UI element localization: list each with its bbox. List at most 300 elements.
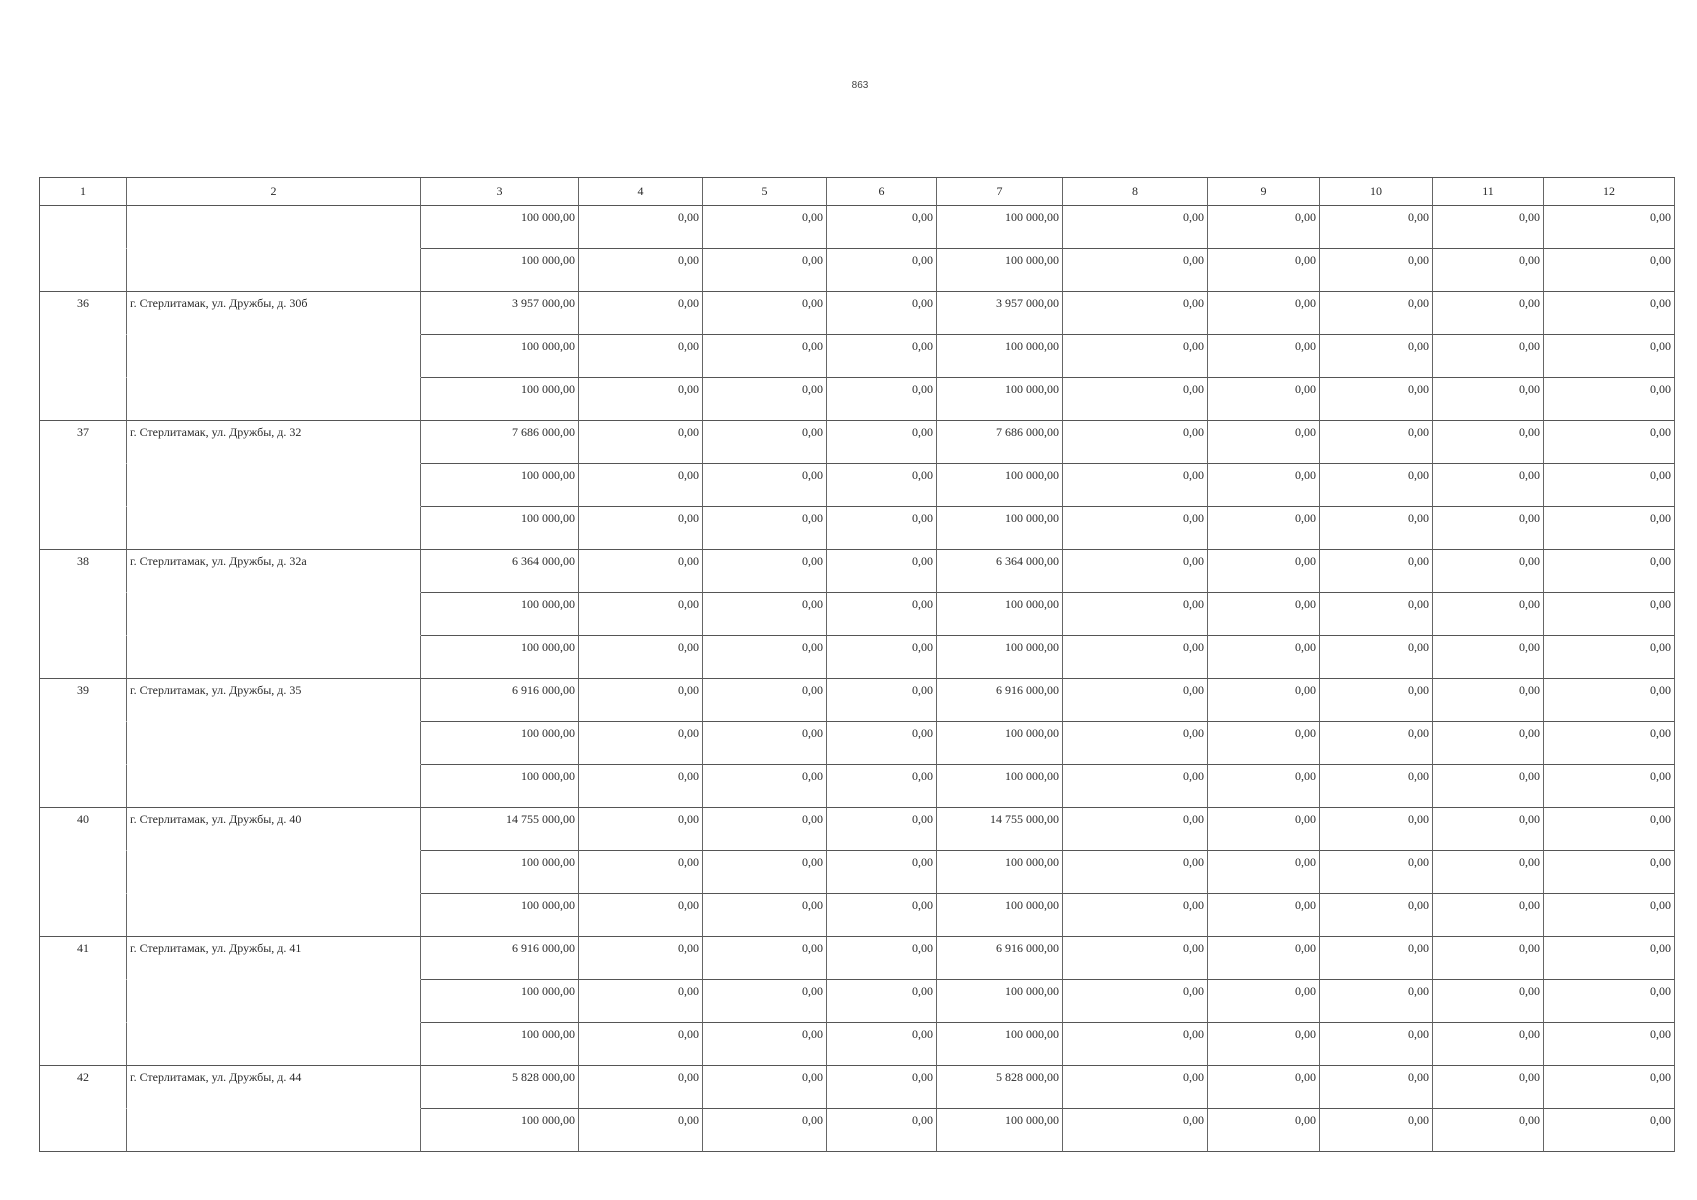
value-cell-col-9: 0,00 <box>1208 808 1320 851</box>
row-number <box>40 765 127 808</box>
value-cell-col-6: 0,00 <box>827 808 937 851</box>
value-cell-col-10: 0,00 <box>1320 894 1433 937</box>
value-cell-col-4: 0,00 <box>579 206 703 249</box>
value-cell-col-4: 0,00 <box>579 249 703 292</box>
column-header-12: 12 <box>1544 178 1675 206</box>
value-cell-col-4: 0,00 <box>579 421 703 464</box>
value-cell-col-4: 0,00 <box>579 851 703 894</box>
address-cell <box>127 851 421 894</box>
value-cell-col-12: 0,00 <box>1544 249 1675 292</box>
value-cell-col-11: 0,00 <box>1433 851 1544 894</box>
value-cell-col-6: 0,00 <box>827 1066 937 1109</box>
column-header-11: 11 <box>1433 178 1544 206</box>
value-cell-col-7: 100 000,00 <box>937 851 1063 894</box>
value-cell-col-4: 0,00 <box>579 679 703 722</box>
value-cell-col-3: 100 000,00 <box>421 378 579 421</box>
value-cell-col-5: 0,00 <box>703 507 827 550</box>
value-cell-col-5: 0,00 <box>703 808 827 851</box>
table-row <box>40 851 1675 894</box>
value-cell-col-10: 0,00 <box>1320 722 1433 765</box>
value-cell-col-10: 0,00 <box>1320 851 1433 894</box>
value-cell-col-9: 0,00 <box>1208 636 1320 679</box>
value-cell-col-9: 0,00 <box>1208 507 1320 550</box>
value-cell-col-6: 0,00 <box>827 851 937 894</box>
value-cell-col-12: 0,00 <box>1544 1023 1675 1066</box>
value-cell-col-3: 7 686 000,00 <box>421 421 579 464</box>
value-cell-col-5: 0,00 <box>703 249 827 292</box>
value-cell-col-4: 0,00 <box>579 550 703 593</box>
column-header-10: 10 <box>1320 178 1433 206</box>
value-cell-col-10: 0,00 <box>1320 679 1433 722</box>
address-cell <box>127 1109 421 1152</box>
value-cell-col-3: 100 000,00 <box>421 722 579 765</box>
value-cell-col-9: 0,00 <box>1208 894 1320 937</box>
value-cell-col-3: 100 000,00 <box>421 1023 579 1066</box>
value-cell-col-4: 0,00 <box>579 507 703 550</box>
value-cell-col-9: 0,00 <box>1208 292 1320 335</box>
value-cell-col-5: 0,00 <box>703 937 827 980</box>
address-cell <box>127 980 421 1023</box>
value-cell-col-4: 0,00 <box>579 937 703 980</box>
value-cell-col-5: 0,00 <box>703 1109 827 1152</box>
table-header-row <box>40 178 1675 206</box>
value-cell-col-3: 3 957 000,00 <box>421 292 579 335</box>
value-cell-col-12: 0,00 <box>1544 292 1675 335</box>
value-cell-col-7: 3 957 000,00 <box>937 292 1063 335</box>
value-cell-col-10: 0,00 <box>1320 550 1433 593</box>
value-cell-col-6: 0,00 <box>827 206 937 249</box>
value-cell-col-10: 0,00 <box>1320 937 1433 980</box>
address-cell: г. Стерлитамак, ул. Дружбы, д. 35 <box>127 679 421 722</box>
value-cell-col-3: 6 916 000,00 <box>421 937 579 980</box>
value-cell-col-5: 0,00 <box>703 765 827 808</box>
value-cell-col-12: 0,00 <box>1544 206 1675 249</box>
row-number <box>40 507 127 550</box>
value-cell-col-4: 0,00 <box>579 894 703 937</box>
value-cell-col-6: 0,00 <box>827 1109 937 1152</box>
value-cell-col-9: 0,00 <box>1208 249 1320 292</box>
value-cell-col-5: 0,00 <box>703 894 827 937</box>
value-cell-col-3: 6 916 000,00 <box>421 679 579 722</box>
column-header-9: 9 <box>1208 178 1320 206</box>
value-cell-col-3: 100 000,00 <box>421 507 579 550</box>
value-cell-col-7: 100 000,00 <box>937 206 1063 249</box>
table-row <box>40 894 1675 937</box>
column-header-2: 2 <box>127 178 421 206</box>
row-number <box>40 1109 127 1152</box>
value-cell-col-3: 100 000,00 <box>421 851 579 894</box>
value-cell-col-3: 100 000,00 <box>421 765 579 808</box>
value-cell-col-4: 0,00 <box>579 464 703 507</box>
column-header-3: 3 <box>421 178 579 206</box>
value-cell-col-6: 0,00 <box>827 980 937 1023</box>
value-cell-col-12: 0,00 <box>1544 894 1675 937</box>
value-cell-col-5: 0,00 <box>703 1023 827 1066</box>
value-cell-col-4: 0,00 <box>579 292 703 335</box>
value-cell-col-9: 0,00 <box>1208 421 1320 464</box>
value-cell-col-8: 0,00 <box>1063 335 1208 378</box>
value-cell-col-12: 0,00 <box>1544 464 1675 507</box>
table-row <box>40 464 1675 507</box>
column-header-5: 5 <box>703 178 827 206</box>
value-cell-col-12: 0,00 <box>1544 636 1675 679</box>
address-cell <box>127 507 421 550</box>
address-cell <box>127 1023 421 1066</box>
value-cell-col-7: 100 000,00 <box>937 980 1063 1023</box>
value-cell-col-3: 100 000,00 <box>421 894 579 937</box>
value-cell-col-7: 100 000,00 <box>937 894 1063 937</box>
value-cell-col-7: 100 000,00 <box>937 335 1063 378</box>
value-cell-col-11: 0,00 <box>1433 937 1544 980</box>
value-cell-col-8: 0,00 <box>1063 679 1208 722</box>
address-cell <box>127 722 421 765</box>
row-number <box>40 464 127 507</box>
value-cell-col-11: 0,00 <box>1433 679 1544 722</box>
table-row <box>40 249 1675 292</box>
value-cell-col-5: 0,00 <box>703 206 827 249</box>
value-cell-col-9: 0,00 <box>1208 550 1320 593</box>
table-row <box>40 1023 1675 1066</box>
value-cell-col-6: 0,00 <box>827 249 937 292</box>
value-cell-col-7: 100 000,00 <box>937 765 1063 808</box>
value-cell-col-8: 0,00 <box>1063 851 1208 894</box>
value-cell-col-5: 0,00 <box>703 292 827 335</box>
table-row <box>40 765 1675 808</box>
address-cell <box>127 378 421 421</box>
value-cell-col-7: 100 000,00 <box>937 1023 1063 1066</box>
row-number <box>40 335 127 378</box>
value-cell-col-8: 0,00 <box>1063 808 1208 851</box>
value-cell-col-4: 0,00 <box>579 980 703 1023</box>
value-cell-col-3: 100 000,00 <box>421 249 579 292</box>
value-cell-col-12: 0,00 <box>1544 937 1675 980</box>
value-cell-col-8: 0,00 <box>1063 1066 1208 1109</box>
table-row <box>40 1066 1675 1109</box>
data-table <box>39 177 1675 1152</box>
value-cell-col-12: 0,00 <box>1544 550 1675 593</box>
value-cell-col-11: 0,00 <box>1433 378 1544 421</box>
value-cell-col-9: 0,00 <box>1208 1023 1320 1066</box>
table-row <box>40 722 1675 765</box>
row-number <box>40 894 127 937</box>
value-cell-col-8: 0,00 <box>1063 722 1208 765</box>
value-cell-col-6: 0,00 <box>827 1023 937 1066</box>
value-cell-col-6: 0,00 <box>827 937 937 980</box>
value-cell-col-7: 7 686 000,00 <box>937 421 1063 464</box>
row-number <box>40 249 127 292</box>
value-cell-col-7: 5 828 000,00 <box>937 1066 1063 1109</box>
value-cell-col-8: 0,00 <box>1063 636 1208 679</box>
value-cell-col-12: 0,00 <box>1544 722 1675 765</box>
value-cell-col-9: 0,00 <box>1208 937 1320 980</box>
value-cell-col-4: 0,00 <box>579 593 703 636</box>
value-cell-col-6: 0,00 <box>827 765 937 808</box>
address-cell: г. Стерлитамак, ул. Дружбы, д. 40 <box>127 808 421 851</box>
value-cell-col-10: 0,00 <box>1320 1023 1433 1066</box>
value-cell-col-10: 0,00 <box>1320 335 1433 378</box>
value-cell-col-5: 0,00 <box>703 1066 827 1109</box>
value-cell-col-10: 0,00 <box>1320 765 1433 808</box>
address-cell: г. Стерлитамак, ул. Дружбы, д. 41 <box>127 937 421 980</box>
row-number <box>40 636 127 679</box>
value-cell-col-6: 0,00 <box>827 593 937 636</box>
value-cell-col-3: 6 364 000,00 <box>421 550 579 593</box>
address-cell <box>127 206 421 249</box>
value-cell-col-11: 0,00 <box>1433 808 1544 851</box>
value-cell-col-11: 0,00 <box>1433 249 1544 292</box>
address-cell <box>127 335 421 378</box>
value-cell-col-6: 0,00 <box>827 679 937 722</box>
table-row <box>40 378 1675 421</box>
value-cell-col-4: 0,00 <box>579 378 703 421</box>
value-cell-col-6: 0,00 <box>827 507 937 550</box>
value-cell-col-3: 5 828 000,00 <box>421 1066 579 1109</box>
value-cell-col-11: 0,00 <box>1433 593 1544 636</box>
value-cell-col-10: 0,00 <box>1320 206 1433 249</box>
value-cell-col-8: 0,00 <box>1063 206 1208 249</box>
value-cell-col-8: 0,00 <box>1063 550 1208 593</box>
value-cell-col-12: 0,00 <box>1544 507 1675 550</box>
page-number: 863 <box>851 80 869 91</box>
row-number <box>40 378 127 421</box>
table-row <box>40 679 1675 722</box>
value-cell-col-11: 0,00 <box>1433 464 1544 507</box>
value-cell-col-6: 0,00 <box>827 464 937 507</box>
row-number <box>40 980 127 1023</box>
value-cell-col-10: 0,00 <box>1320 421 1433 464</box>
value-cell-col-9: 0,00 <box>1208 980 1320 1023</box>
value-cell-col-9: 0,00 <box>1208 1109 1320 1152</box>
value-cell-col-12: 0,00 <box>1544 808 1675 851</box>
value-cell-col-12: 0,00 <box>1544 1109 1675 1152</box>
value-cell-col-9: 0,00 <box>1208 679 1320 722</box>
column-header-6: 6 <box>827 178 937 206</box>
value-cell-col-8: 0,00 <box>1063 292 1208 335</box>
table-row <box>40 808 1675 851</box>
value-cell-col-12: 0,00 <box>1544 679 1675 722</box>
value-cell-col-10: 0,00 <box>1320 1109 1433 1152</box>
value-cell-col-7: 100 000,00 <box>937 464 1063 507</box>
value-cell-col-7: 100 000,00 <box>937 378 1063 421</box>
value-cell-col-3: 100 000,00 <box>421 980 579 1023</box>
value-cell-col-4: 0,00 <box>579 722 703 765</box>
value-cell-col-4: 0,00 <box>579 1066 703 1109</box>
value-cell-col-3: 100 000,00 <box>421 464 579 507</box>
table-row <box>40 937 1675 980</box>
value-cell-col-10: 0,00 <box>1320 808 1433 851</box>
value-cell-col-7: 100 000,00 <box>937 249 1063 292</box>
value-cell-col-9: 0,00 <box>1208 593 1320 636</box>
row-number <box>40 593 127 636</box>
table-row <box>40 636 1675 679</box>
value-cell-col-8: 0,00 <box>1063 249 1208 292</box>
value-cell-col-9: 0,00 <box>1208 722 1320 765</box>
value-cell-col-9: 0,00 <box>1208 765 1320 808</box>
value-cell-col-9: 0,00 <box>1208 335 1320 378</box>
value-cell-col-6: 0,00 <box>827 378 937 421</box>
value-cell-col-4: 0,00 <box>579 808 703 851</box>
value-cell-col-9: 0,00 <box>1208 378 1320 421</box>
value-cell-col-10: 0,00 <box>1320 980 1433 1023</box>
value-cell-col-4: 0,00 <box>579 1109 703 1152</box>
value-cell-col-8: 0,00 <box>1063 937 1208 980</box>
value-cell-col-12: 0,00 <box>1544 765 1675 808</box>
value-cell-col-5: 0,00 <box>703 679 827 722</box>
value-cell-col-5: 0,00 <box>703 335 827 378</box>
value-cell-col-8: 0,00 <box>1063 894 1208 937</box>
value-cell-col-11: 0,00 <box>1433 292 1544 335</box>
value-cell-col-11: 0,00 <box>1433 722 1544 765</box>
value-cell-col-6: 0,00 <box>827 894 937 937</box>
value-cell-col-6: 0,00 <box>827 722 937 765</box>
value-cell-col-10: 0,00 <box>1320 378 1433 421</box>
value-cell-col-3: 100 000,00 <box>421 636 579 679</box>
table-body <box>40 206 1675 1152</box>
table-row <box>40 421 1675 464</box>
row-number <box>40 722 127 765</box>
row-number: 39 <box>40 679 127 722</box>
column-header-1: 1 <box>40 178 127 206</box>
value-cell-col-5: 0,00 <box>703 464 827 507</box>
value-cell-col-8: 0,00 <box>1063 1023 1208 1066</box>
row-number: 36 <box>40 292 127 335</box>
row-number: 40 <box>40 808 127 851</box>
value-cell-col-7: 100 000,00 <box>937 636 1063 679</box>
value-cell-col-3: 100 000,00 <box>421 206 579 249</box>
value-cell-col-6: 0,00 <box>827 292 937 335</box>
value-cell-col-10: 0,00 <box>1320 464 1433 507</box>
column-header-8: 8 <box>1063 178 1208 206</box>
value-cell-col-11: 0,00 <box>1433 894 1544 937</box>
value-cell-col-3: 100 000,00 <box>421 335 579 378</box>
value-cell-col-7: 6 916 000,00 <box>937 937 1063 980</box>
value-cell-col-12: 0,00 <box>1544 980 1675 1023</box>
value-cell-col-12: 0,00 <box>1544 851 1675 894</box>
value-cell-col-12: 0,00 <box>1544 1066 1675 1109</box>
value-cell-col-5: 0,00 <box>703 636 827 679</box>
value-cell-col-11: 0,00 <box>1433 1109 1544 1152</box>
value-cell-col-5: 0,00 <box>703 550 827 593</box>
value-cell-col-10: 0,00 <box>1320 507 1433 550</box>
value-cell-col-10: 0,00 <box>1320 1066 1433 1109</box>
value-cell-col-7: 14 755 000,00 <box>937 808 1063 851</box>
value-cell-col-10: 0,00 <box>1320 636 1433 679</box>
value-cell-col-11: 0,00 <box>1433 421 1544 464</box>
value-cell-col-12: 0,00 <box>1544 378 1675 421</box>
table-row <box>40 292 1675 335</box>
value-cell-col-12: 0,00 <box>1544 335 1675 378</box>
value-cell-col-8: 0,00 <box>1063 980 1208 1023</box>
value-cell-col-11: 0,00 <box>1433 636 1544 679</box>
row-number <box>40 851 127 894</box>
table-row <box>40 206 1675 249</box>
value-cell-col-9: 0,00 <box>1208 851 1320 894</box>
value-cell-col-11: 0,00 <box>1433 507 1544 550</box>
row-number: 42 <box>40 1066 127 1109</box>
value-cell-col-7: 6 916 000,00 <box>937 679 1063 722</box>
address-cell <box>127 464 421 507</box>
value-cell-col-5: 0,00 <box>703 851 827 894</box>
value-cell-col-10: 0,00 <box>1320 593 1433 636</box>
row-number: 38 <box>40 550 127 593</box>
value-cell-col-5: 0,00 <box>703 421 827 464</box>
value-cell-col-6: 0,00 <box>827 421 937 464</box>
address-cell <box>127 593 421 636</box>
value-cell-col-11: 0,00 <box>1433 765 1544 808</box>
value-cell-col-4: 0,00 <box>579 335 703 378</box>
value-cell-col-12: 0,00 <box>1544 593 1675 636</box>
value-cell-col-7: 100 000,00 <box>937 507 1063 550</box>
value-cell-col-9: 0,00 <box>1208 1066 1320 1109</box>
value-cell-col-11: 0,00 <box>1433 550 1544 593</box>
value-cell-col-12: 0,00 <box>1544 421 1675 464</box>
address-cell <box>127 894 421 937</box>
value-cell-col-5: 0,00 <box>703 593 827 636</box>
value-cell-col-4: 0,00 <box>579 765 703 808</box>
value-cell-col-10: 0,00 <box>1320 292 1433 335</box>
table-row <box>40 980 1675 1023</box>
table-row <box>40 507 1675 550</box>
table-row <box>40 550 1675 593</box>
row-number: 41 <box>40 937 127 980</box>
address-cell: г. Стерлитамак, ул. Дружбы, д. 32а <box>127 550 421 593</box>
value-cell-col-7: 6 364 000,00 <box>937 550 1063 593</box>
value-cell-col-7: 100 000,00 <box>937 1109 1063 1152</box>
column-header-4: 4 <box>579 178 703 206</box>
row-number: 37 <box>40 421 127 464</box>
value-cell-col-8: 0,00 <box>1063 421 1208 464</box>
value-cell-col-3: 100 000,00 <box>421 1109 579 1152</box>
value-cell-col-4: 0,00 <box>579 1023 703 1066</box>
value-cell-col-8: 0,00 <box>1063 1109 1208 1152</box>
value-cell-col-5: 0,00 <box>703 378 827 421</box>
address-cell <box>127 636 421 679</box>
value-cell-col-6: 0,00 <box>827 335 937 378</box>
value-cell-col-10: 0,00 <box>1320 249 1433 292</box>
value-cell-col-9: 0,00 <box>1208 464 1320 507</box>
value-cell-col-8: 0,00 <box>1063 593 1208 636</box>
value-cell-col-6: 0,00 <box>827 636 937 679</box>
value-cell-col-11: 0,00 <box>1433 1023 1544 1066</box>
value-cell-col-3: 14 755 000,00 <box>421 808 579 851</box>
table-row <box>40 593 1675 636</box>
address-cell: г. Стерлитамак, ул. Дружбы, д. 32 <box>127 421 421 464</box>
column-header-7: 7 <box>937 178 1063 206</box>
value-cell-col-7: 100 000,00 <box>937 593 1063 636</box>
value-cell-col-9: 0,00 <box>1208 206 1320 249</box>
address-cell <box>127 765 421 808</box>
value-cell-col-4: 0,00 <box>579 636 703 679</box>
value-cell-col-8: 0,00 <box>1063 507 1208 550</box>
value-cell-col-11: 0,00 <box>1433 1066 1544 1109</box>
row-number <box>40 1023 127 1066</box>
table-row <box>40 1109 1675 1152</box>
value-cell-col-6: 0,00 <box>827 550 937 593</box>
value-cell-col-8: 0,00 <box>1063 378 1208 421</box>
value-cell-col-11: 0,00 <box>1433 335 1544 378</box>
address-cell: г. Стерлитамак, ул. Дружбы, д. 30б <box>127 292 421 335</box>
value-cell-col-5: 0,00 <box>703 722 827 765</box>
value-cell-col-7: 100 000,00 <box>937 722 1063 765</box>
value-cell-col-8: 0,00 <box>1063 464 1208 507</box>
value-cell-col-11: 0,00 <box>1433 206 1544 249</box>
value-cell-col-11: 0,00 <box>1433 980 1544 1023</box>
address-cell: г. Стерлитамак, ул. Дружбы, д. 44 <box>127 1066 421 1109</box>
value-cell-col-8: 0,00 <box>1063 765 1208 808</box>
value-cell-col-5: 0,00 <box>703 980 827 1023</box>
address-cell <box>127 249 421 292</box>
table-row <box>40 335 1675 378</box>
